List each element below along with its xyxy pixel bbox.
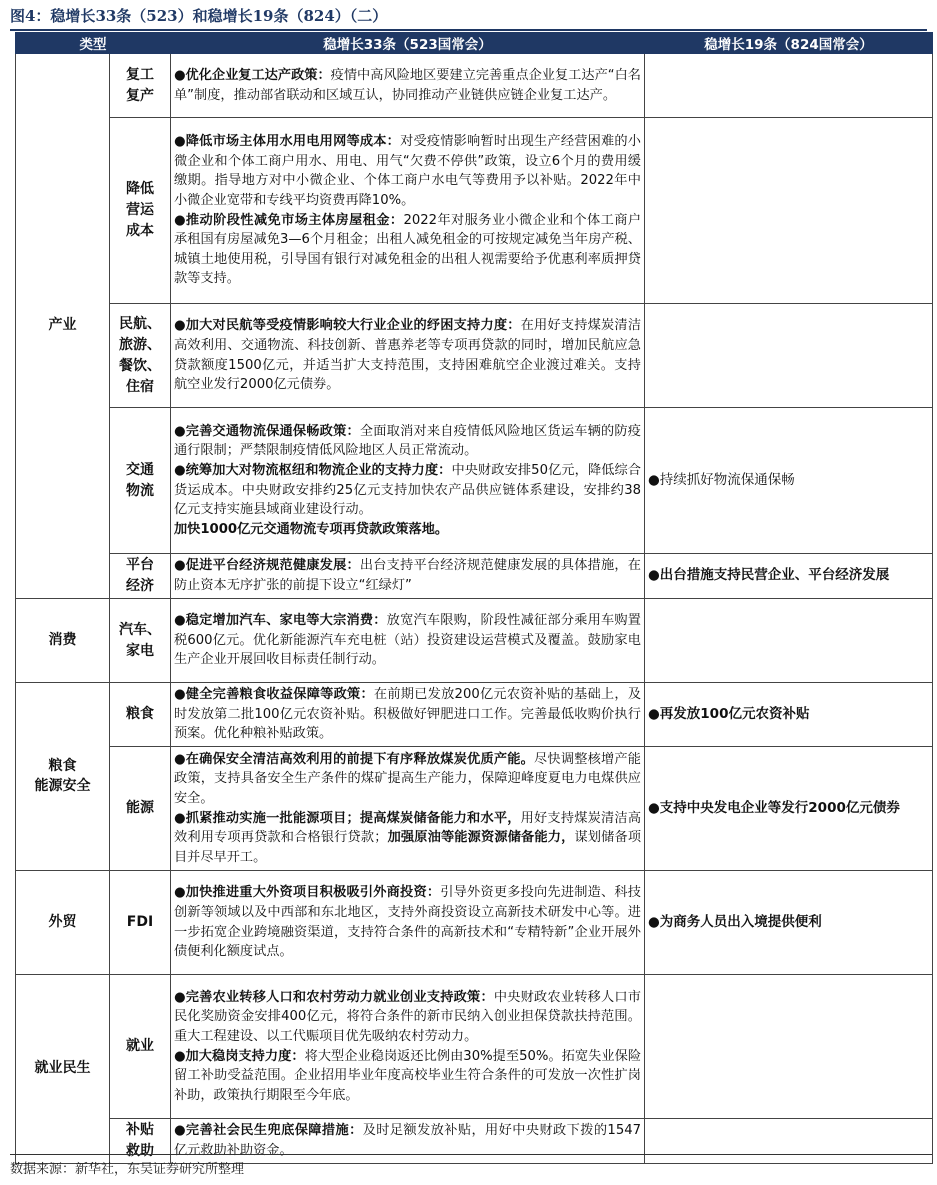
policy-body: 在用好支持煤炭清洁高效利用、交通物流、科技创新、普惠养老等专项再贷款的同时，增加民航应急贷款额度1500亿元，并适当扩大支持范围，支持困难航空企业渡过难关。支持航空业发行2000亿元债券。 (174, 318, 642, 393)
sub-resume (110, 54, 171, 118)
policy-head: ●稳定增加汽车、家电等大宗消费： (174, 613, 387, 629)
policy-body: 中央财政安排50亿元，降低综合货运成本。中央财政安排约25亿元支持加快农产品供应链体系建设，安排约38亿元支持实施县域商业建设行动。 (174, 462, 641, 518)
policy-head: ●完善交通物流保通保畅政策： (174, 423, 360, 439)
sub-label: 民航、 旅游、 餐饮、 住宿 (119, 315, 161, 395)
header-type: 类型 (16, 33, 171, 54)
sub-relief (110, 1119, 171, 1164)
table-row (16, 1119, 933, 1164)
cell-19-jobs (645, 975, 933, 1119)
category-industry: 产业 (16, 54, 110, 599)
policy-head: ●优化企业复工达产政策： (174, 67, 331, 83)
category-trade: 外贸 (16, 871, 110, 975)
cell-19-auto (645, 599, 933, 683)
cell-33-resume (171, 54, 645, 118)
policy-head: ●健全完善粮食收益保障等政策： (174, 687, 374, 703)
table-row (16, 683, 933, 747)
category-label: 粮食 能源安全 (34, 757, 91, 794)
sub-label: FDI (126, 914, 154, 930)
policy-body: 2022年对服务业小微企业和个体工商户承租国有房屋减免3—6个月租金；出租人减免租金的可按规定减免当年房产税、城镇土地使用税，引导国有银行对减免租金的出租人视需要给予优惠利率质押贷款等支持。 (174, 212, 642, 287)
policy-table (15, 32, 933, 1164)
policy-body: 用好支持煤炭清洁高效利用专项再贷款和合格银行贷款； (174, 810, 642, 846)
policy-body: 疫情中高风险地区要建立完善重点企业复工达产“白名单”制度，推动部省联动和区域互认，协同推动产业链供应链企业复工达产。 (174, 67, 641, 103)
header-33: 稳增长33条（523国常会） (171, 33, 645, 54)
cell-19-resume (645, 54, 933, 118)
cell-33-auto (171, 599, 645, 683)
cell-33-platform (171, 554, 645, 599)
sub-platform (110, 554, 171, 599)
policy-head: ●统筹加大对物流枢纽和物流企业的支持力度： (174, 462, 452, 478)
policy-head: ●在确保安全清洁高效利用的前提下有序释放煤炭优质产能。 (174, 751, 535, 767)
cell-33-cost (171, 118, 645, 304)
figure-title: 图4：稳增长33条（523）和稳增长19条（824）（二） (10, 7, 388, 25)
policy-head: 加强原油等能源资源储备能力， (387, 830, 575, 846)
policy-body: 将大型企业稳岗返还比例由30%提至50%。拓宽失业保险留工补助受益范围。企业招用毕业年度高校毕业生符合条件的可发放一次性扩岗补助，政策执行期限至今年底。 (174, 1048, 642, 1103)
policy-head: ●推动阶段性减免市场主体房屋租金： (174, 212, 404, 228)
table-row (16, 408, 933, 554)
policy-body: 出台支持平台经济规范健康发展的具体措施，在防止资本无序扩张的前提下设立“红绿灯” (174, 558, 641, 593)
policy-body: 谋划储备项目并尽早开工。 (174, 830, 642, 865)
sub-logistics (110, 408, 171, 554)
table-row (16, 747, 933, 871)
sub-label: 平台 经济 (126, 557, 154, 594)
sub-fdi (110, 871, 171, 975)
category-consumption: 消费 (16, 599, 110, 683)
policy-head: ●加快推进重大外资项目积极吸引外商投资： (174, 885, 441, 901)
cell-33-relief (171, 1119, 645, 1164)
policy-body: 对受疫情影响暂时出现生产经营困难的小微企业和个体工商户用水、用电、用气“欠费不停供”政策，设立6个月的费用缓缴期。指导地方对中小微企业、个体工商户水电气等费用予以补贴。2022年中小微企业宽带和专线平均资费再降10%。 (174, 134, 641, 208)
sub-label: 汽车、 家电 (119, 621, 161, 659)
sub-label: 粮食 (126, 706, 154, 722)
category-grain-energy (16, 683, 110, 871)
policy-body: 引导外资更多投向先进制造、科技创新等领域以及中西部和东北地区，支持外商投资设立高新技术研发中心等。进一步拓宽企业跨境融资渠道，支持符合条件的高新技术和“专精特新”企业开展外债便利化额度试点。 (174, 885, 641, 960)
policy-head: 加快1000亿元交通物流专项再贷款政策落地。 (174, 521, 449, 537)
policy-head: ●促进平台经济规范健康发展： (174, 558, 360, 574)
sub-energy (110, 747, 171, 871)
sub-grain (110, 683, 171, 747)
sub-label: 交通 物流 (126, 461, 154, 499)
cell-33-energy (171, 747, 645, 871)
cell-19-relief (645, 1119, 933, 1164)
cell-19-cost (645, 118, 933, 304)
cell-33-logistics (171, 408, 645, 554)
sub-auto (110, 599, 171, 683)
title-bar (10, 2, 927, 31)
cell-19-platform: ●出台措施支持民营企业、平台经济发展 (645, 554, 933, 599)
cell-33-fdi (171, 871, 645, 975)
sub-aviation (110, 304, 171, 408)
source-note: 数据来源：新华社，东吴证券研究所整理 (10, 1162, 245, 1177)
table-row (16, 54, 933, 118)
policy-head: ●加大对民航等受疫情影响较大行业企业的纾困支持力度： (174, 318, 521, 334)
table-row (16, 871, 933, 975)
policy-head: ●完善社会民生兜底保障措施： (174, 1123, 363, 1139)
header-19: 稳增长19条（824国常会） (645, 33, 933, 54)
policy-body: 在前期已发放200亿元农资补贴的基础上，及时发放第二批100亿元农资补贴。积极做好钾肥进口工作。完善最低收购价执行预案。优化种粮补贴政策。 (174, 687, 642, 742)
cell-33-aviation (171, 304, 645, 408)
policy-head: ●完善农业转移人口和农村劳动力就业创业支持政策： (174, 989, 494, 1005)
policy-body: 及时足额发放补贴，用好中央财政下拨的1547亿元救助补助资金。 (174, 1123, 641, 1158)
sub-label: 补贴 救助 (126, 1122, 154, 1159)
table-row (16, 304, 933, 408)
policy-body: 放宽汽车限购，阶段性减征部分乘用车购置税600亿元。优化新能源汽车充电桩（站）投资建设运营模式及覆盖。鼓励家电生产企业开展回收目标责任制行动。 (174, 613, 641, 668)
sub-jobs (110, 975, 171, 1119)
table-row (16, 975, 933, 1119)
policy-body: 尽快调整核增产能政策，支持具备安全生产条件的煤矿提高生产能力，保障迎峰度夏电力电煤供应安全。 (174, 751, 641, 806)
cell-33-jobs (171, 975, 645, 1119)
policy-body: 中央财政农业转移人口市民化奖励资金安排400亿元，将符合条件的新市民纳入创业担保贷款扶持范围。重大工程建设、以工代赈项目优先吸纳农村劳动力。 (174, 989, 641, 1044)
cell-19-fdi: ●为商务人员出入境提供便利 (645, 871, 933, 975)
cell-19-logistics: ●持续抓好物流保通保畅 (645, 408, 933, 554)
table-row (16, 118, 933, 304)
cell-33-grain (171, 683, 645, 747)
sub-label: 就业 (126, 1038, 154, 1054)
sub-label: 能源 (126, 800, 154, 816)
cell-19-grain: ●再发放100亿元农资补贴 (645, 683, 933, 747)
table-header-row (16, 33, 933, 54)
bottom-rule (10, 1154, 932, 1155)
table-row (16, 554, 933, 599)
sub-label: 降低 营运 成本 (126, 181, 154, 239)
policy-body: 全面取消对来自疫情低风险地区货运车辆的防疫通行限制；严禁限制疫情低风险地区人员正常流动。 (174, 423, 641, 459)
policy-head: ●抓紧推动实施一批能源项目；提高煤炭储备能力和水平， (174, 810, 521, 826)
policy-head: ●加大稳岗支持力度： (174, 1048, 305, 1064)
sub-cost (110, 118, 171, 304)
table-row (16, 599, 933, 683)
category-employment: 就业民生 (16, 975, 110, 1164)
policy-head: ●降低市场主体用水用电用网等成本： (174, 134, 401, 150)
cell-19-aviation (645, 304, 933, 408)
sub-label: 复工 复产 (126, 66, 154, 104)
cell-19-energy: ●支持中央发电企业等发行2000亿元债券 (645, 747, 933, 871)
